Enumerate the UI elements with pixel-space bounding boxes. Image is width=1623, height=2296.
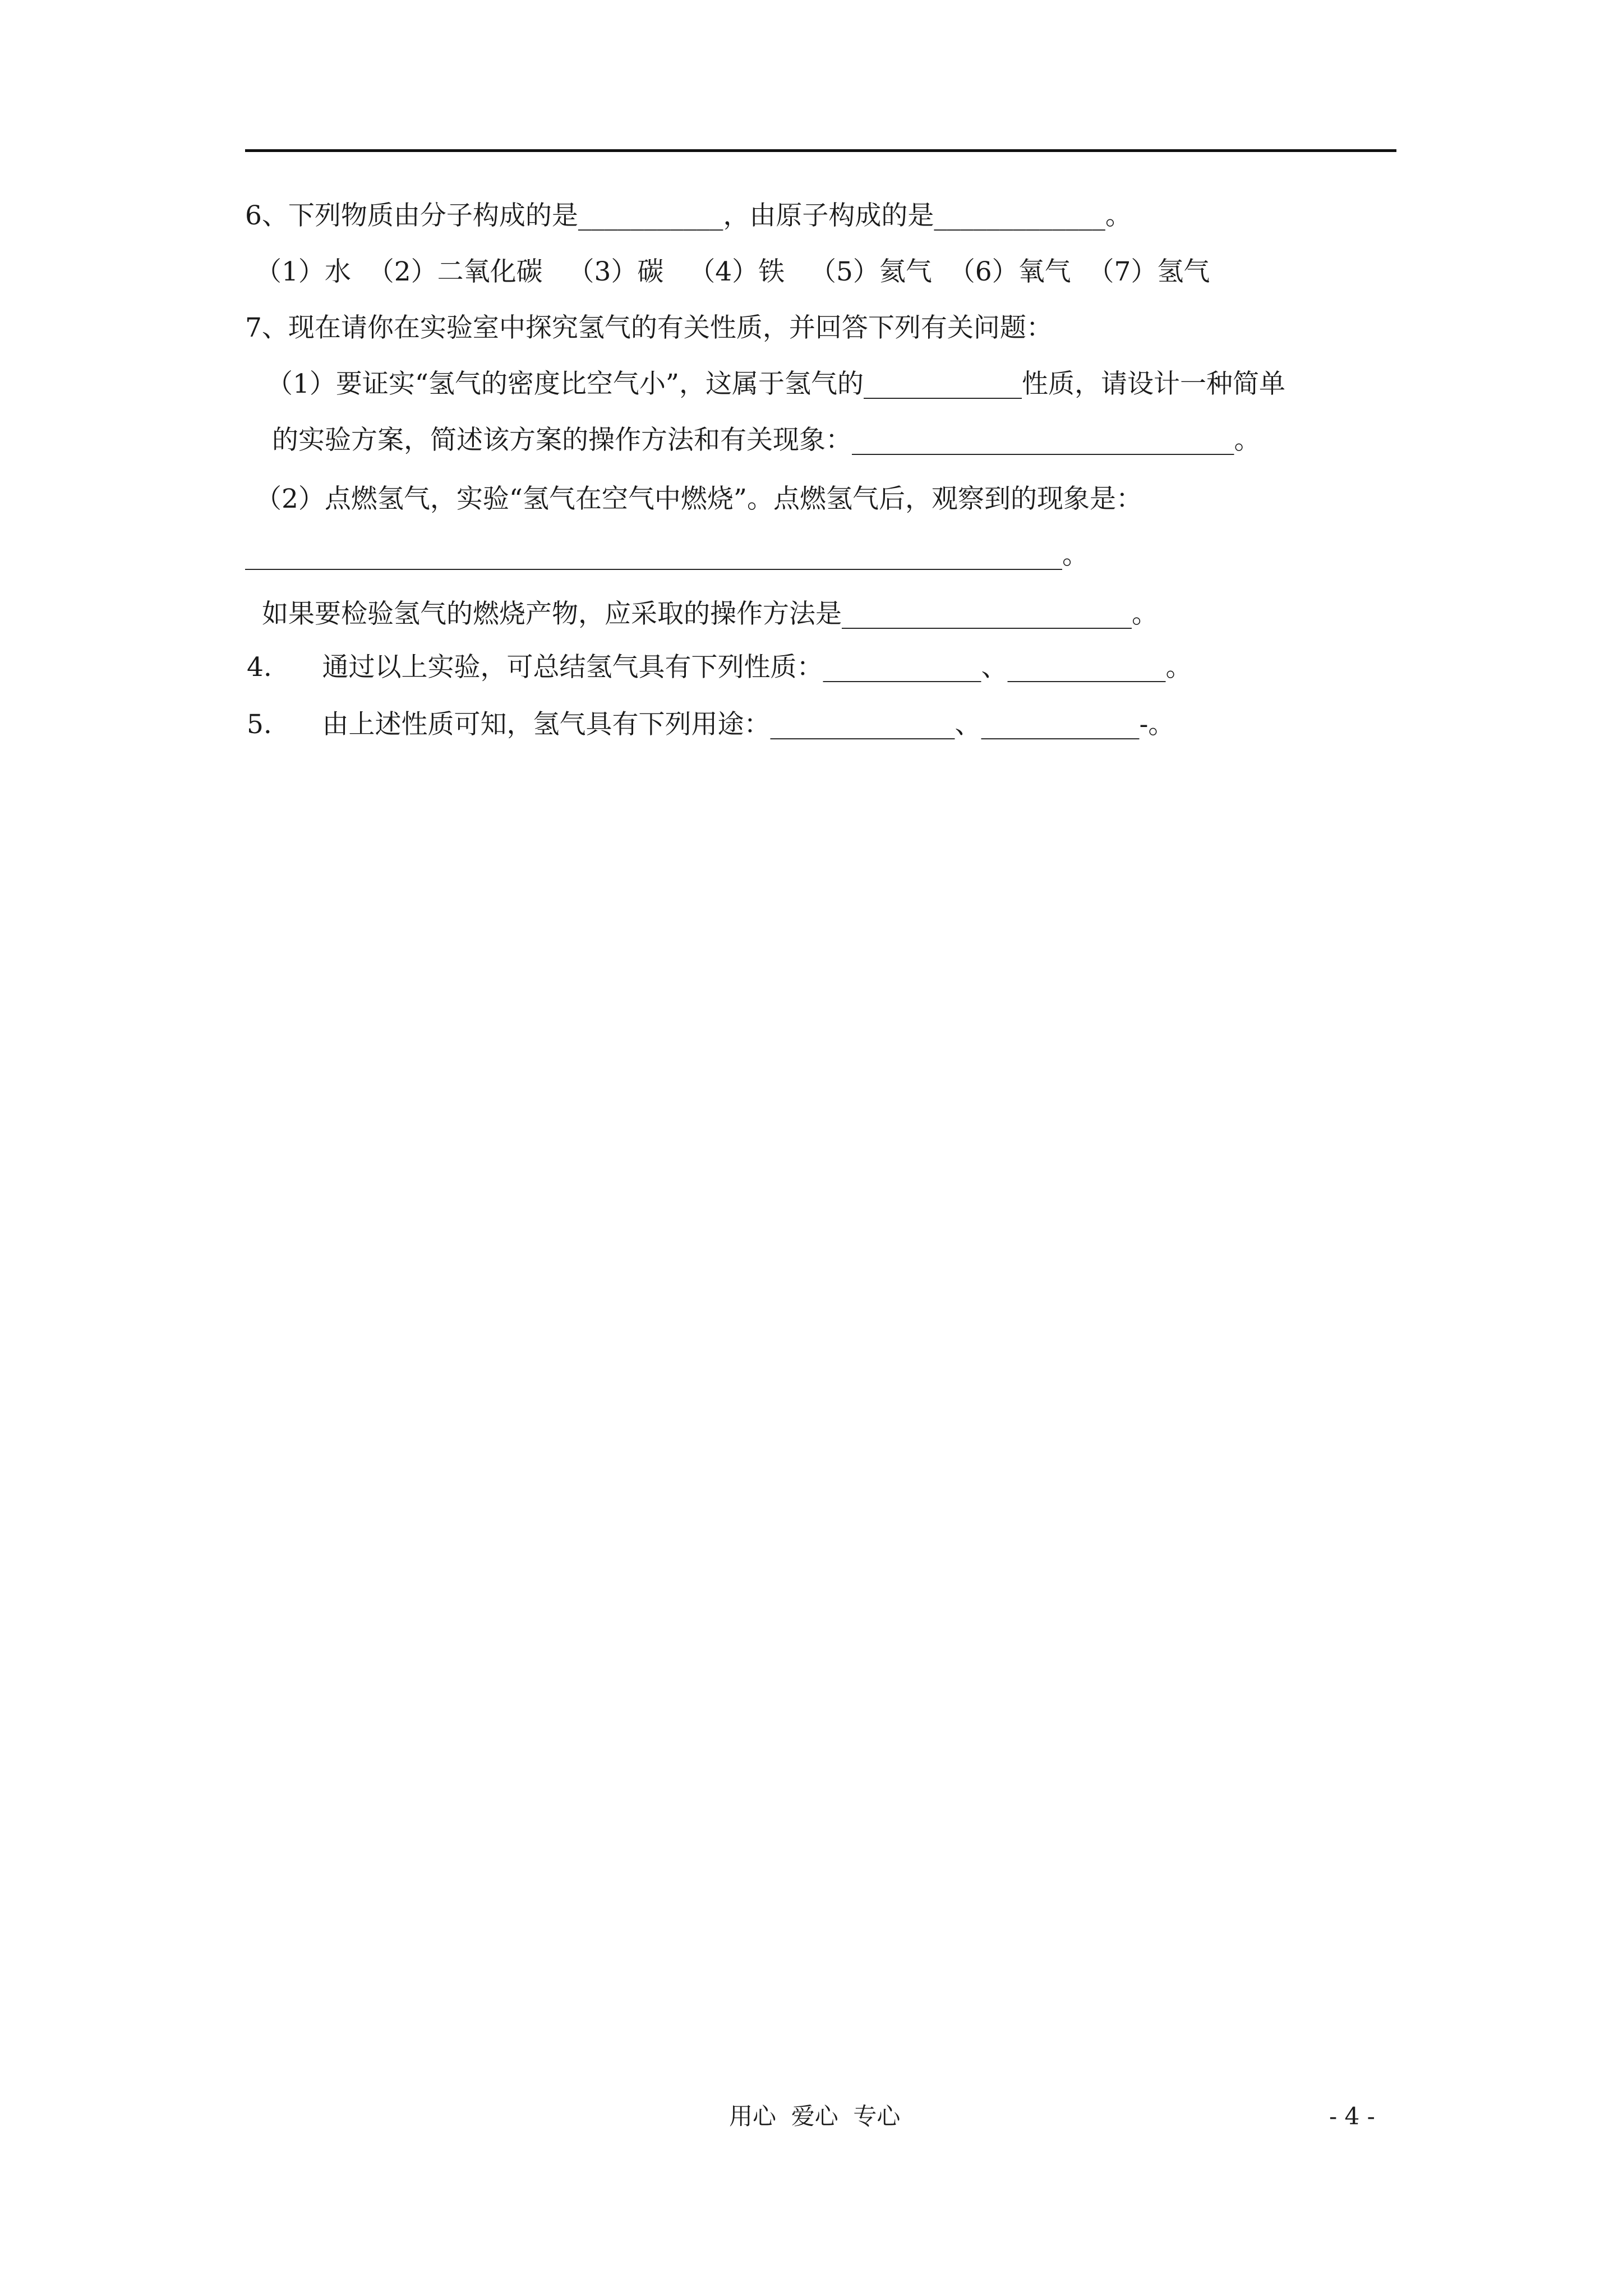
question-6-line: 6、下列物质由分子构成的是___________，由原子构成的是_____________。 xyxy=(245,200,1132,231)
question-6-options: （1）水 （2）二氧化碳 （3）碳 （4）铁 （5）氦气 （6）氧气 （7）氢气 xyxy=(255,256,1210,287)
question-7-part-1-continued: 的实验方案，简述该方案的操作方法和有关现象：_____________________________。 xyxy=(272,425,1261,455)
question-7-line: 7、现在请你在实验室中探究氢气的有关性质，并回答下列有关问题： xyxy=(245,312,1053,343)
page-number: - 4 - xyxy=(1329,2102,1375,2130)
header-rule xyxy=(245,149,1396,152)
question-7-part-2-blank: ______________________________________________________________。 xyxy=(245,540,1089,570)
question-7-part-2: （2）点燃氢气，实验“氢气在空气中燃烧”。点燃氢气后，观察到的现象是： xyxy=(255,484,1142,514)
question-7-part-2-continued: 如果要检验氢气的燃烧产物，应采取的操作方法是______________________。 xyxy=(262,599,1158,629)
question-7-part-5: 5. 由上述性质可知，氢气具有下列用途：______________、____________-。 xyxy=(247,709,1175,740)
footer-motto: 用心 爱心 专心 xyxy=(729,2102,901,2130)
question-7-part-1: （1）要证实“氢气的密度比空气小”，这属于氢气的____________性质，请设计一种简单 xyxy=(266,369,1285,399)
question-7-part-4: 4. 通过以上实验，可总结氢气具有下列性质：____________、____________。 xyxy=(247,652,1192,683)
